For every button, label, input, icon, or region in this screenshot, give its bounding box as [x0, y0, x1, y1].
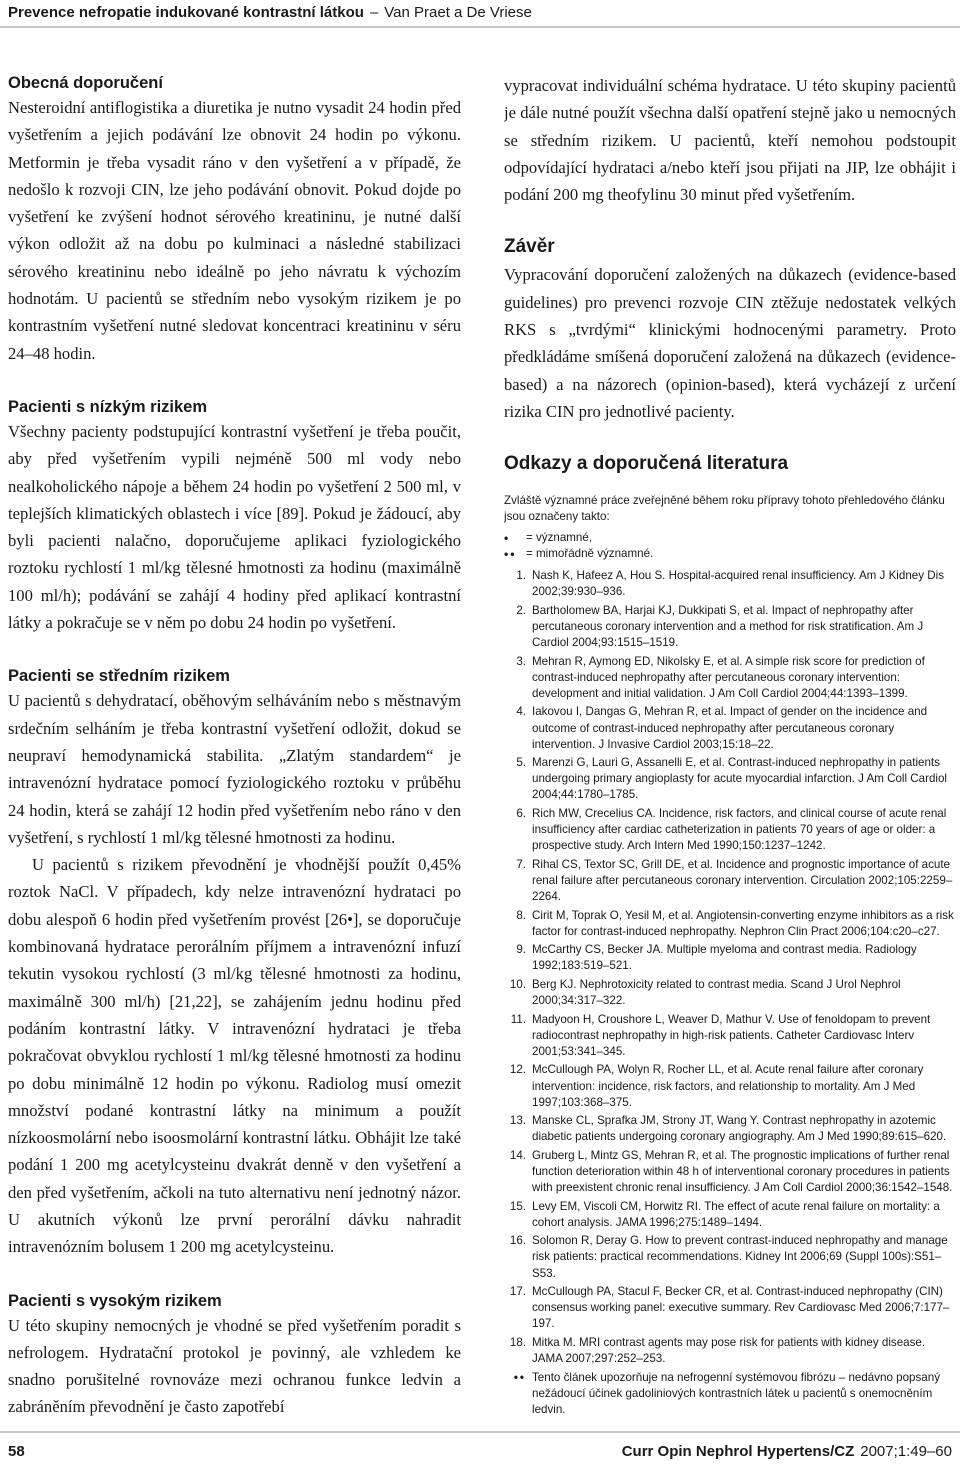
reference-text: Nash K, Hafeez A, Hou S. Hospital-acquired renal insufficiency. Am J Kidney Dis 2002;39:930–936.: [532, 569, 944, 599]
medium-risk-paragraph-2: U pacientů s rizikem převodnění je vhodnější použít 0,45% roztok NaCl. V případech, kdy nelze intravenózní hydrataci po dobu alespoň 6 hodin před vyšetřením provést [26•], se doporučuje kombinovaná hydratace perorálním příjmem a intravenózní infuzí tekutin vysokou rychlostí (3 ml/kg tělesné hmotnosti za hodinu, maximálně 300 ml/h) [21,22], se zahájením jednu hodinu před podáním kontrastní látky. V intravenózní hydrataci je třeba pokračovat obvyklou rychlostí 1 ml/kg tělesné hmotnosti za hodinu po dobu minimálně 12 hodin po výkonu. Radiolog musí omezit množství podané kontrastní látky na minimum a použít nízkoosmolární nebo isoosmolární kontrastní látku. Obhájit lze také podání 1 200 mg acetylcysteinu dvakrát denně v den vyšetření a den před vyšetřením, ačkoli na tuto alternativu není jednotný názor. U akutních výkonů lze první perorální dávku nahradit intravenózním bolusem 1 200 mg acetylcysteinu.: [8, 855, 461, 1257]
reference-number: 10.: [509, 977, 526, 991]
reference-text: Madyoon H, Croushore L, Weaver D, Mathur V. Use of fenoldopam to prevent radiocontrast nephropathy in high-risk patients. Catheter Cardiovasc Interv 2001;53:341–345.: [532, 1012, 931, 1058]
reference-annotation: [504, 1370, 956, 1418]
low-risk-paragraph: Všechny pacienty podstupující kontrastní vyšetření je třeba poučit, aby před vyšetřením vypili nejméně 500 ml vody nebo nealkoholického nápoje a během 24 hodin po vyšetření 2 500 ml, v teplejších klimatických oblastech i více [89]. Pokud je žádoucí, aby byli pacienti nalačno, doporučujeme aplikaci fyziologického roztoku rychlostí 1 ml/kg tělesné hmotnosti za hodinu (maximálně 100 ml/h); podávání se zahájí 4 hodiny před aplikací kontrastní látky a pokračuje se v něm po dobu 24 hodin po vyšetření.: [8, 421, 461, 633]
reference-text: McCullough PA, Stacul F, Becker CR, et al. Contrast-induced nephropathy (CIN) consensus working panel: executive summary. Rev Cardiovasc Med 2006;7:177–197.: [532, 1285, 950, 1331]
reference-item: [504, 603, 956, 651]
reference-number: 7.: [516, 857, 526, 871]
running-head: [8, 2, 952, 24]
low-risk-heading: Pacienti s nízkým rizikem: [8, 397, 208, 416]
journal-volume: 2007;1:49–60: [860, 1443, 952, 1460]
references-legend: [504, 529, 956, 562]
legend-label: = významné,: [526, 530, 593, 544]
high-risk-paragraph: U této skupiny nemocných je vhodné se před vyšetřením poradit s nefrologem. Hydratační protokol je povinný, ale vzhledem ke snadno porušitelné rovnováze mezi ochranou funkce ledvin a zabráněním převodnění je často zapotřebí: [8, 1315, 461, 1417]
reference-text: Rich MW, Crecelius CA. Incidence, risk factors, and clinical course of acute renal insufficiency after cardiac catheterization in patients 70 years of age or older: a prospective study. Arch Intern Med 1990;150:1237–1242.: [532, 807, 947, 853]
reference-number: 16.: [509, 1234, 526, 1248]
continuation-paragraph: vypracovat individuální schéma hydratace. U této skupiny pacientů je dále nutné použít všechna další opatření stejně jako u nemocných se středním rizikem. U pacientů, kteří nemohou podstoupit odpovídající hydrataci a/nebo kteří jsou přijati na JIP, lze obhájit i podání 200 mg theofylinu 30 minut před vyšetřením.: [504, 76, 956, 205]
reference-item: [504, 1284, 956, 1332]
reference-text: Levy EM, Viscoli CM, Horwitz RI. The effect of acute renal failure on mortality: a cohort analysis. JAMA 1996;275:1489–1494.: [532, 1199, 940, 1229]
reference-number: 6.: [516, 807, 526, 821]
reference-number: 12.: [509, 1063, 526, 1077]
high-risk-heading: Pacienti s vysokým rizikem: [8, 1291, 222, 1310]
header-rule: [0, 26, 960, 28]
reference-item: [504, 806, 956, 854]
reference-item: [504, 908, 956, 940]
general-body: [8, 94, 461, 367]
reference-text: Berg KJ. Nephrotoxicity related to contrast media. Scand J Urol Nephrol 2000;34:317–322.: [532, 977, 901, 1008]
reference-number: 1.: [516, 569, 526, 583]
reference-number: 4.: [516, 705, 526, 719]
medium-risk-body: [8, 687, 461, 1260]
conclusion-paragraph: Vypracování doporučení založených na důkazech (evidence-based guidelines) pro prevenci rozvoje CIN ztěžuje nedostatek velkých RKS s „tvrdými“ klinickými hodnocenými parametry. Proto předkládáme smíšená doporučení založená na důkazech (evidence-based) a na názorech (opinion-based), která vycházejí z určení rizika CIN pro jednotlivé pacienty.: [504, 265, 956, 421]
running-head-separator: –: [369, 4, 379, 21]
continuation-body: [504, 72, 956, 208]
reference-text: Rihal CS, Textor SC, Grill DE, et al. Incidence and prognostic importance of acute renal failure after percutaneous coronary intervention. Circulation 2002;105:2259–2264.: [532, 857, 953, 904]
annotation-bullets: ••: [513, 1370, 526, 1384]
reference-item: [504, 755, 956, 803]
footer-rule: [0, 1431, 960, 1433]
reference-number: 3.: [516, 654, 526, 668]
reference-item: [504, 1335, 956, 1367]
reference-number: 14.: [509, 1148, 526, 1162]
reference-number: 17.: [509, 1285, 526, 1299]
high-risk-body: [8, 1312, 461, 1420]
reference-item: [504, 654, 956, 702]
legend-bullets: ••: [504, 546, 517, 561]
reference-item: [504, 1199, 956, 1231]
legend-bullets: •: [504, 530, 511, 545]
reference-number: 5.: [516, 756, 526, 770]
reference-item: [504, 977, 956, 1009]
left-column: [8, 72, 461, 1420]
reference-text: McCarthy CS, Becker JA. Multiple myeloma and contrast media. Radiology 1992;183:519–521.: [532, 943, 917, 973]
reference-number: 15.: [509, 1199, 526, 1213]
medium-risk-paragraph-1: U pacientů s dehydratací, oběhovým selháváním nebo s městnavým srdečním selháním je třeba kontrastní vyšetření odložit, dokud se neupraví hemodynamická stabilita. „Zlatým standardem“ je intravenózní hydratace pomocí fyziologického roztoku v průběhu 24 hodin, která se zahájí 12 hodin před vyšetřením nebo ráno v den vyšetření, s rychlostí 1 ml/kg tělesné hmotnosti za hodinu.: [8, 691, 461, 847]
running-head-title: Prevence nefropatie indukované kontrastní látkou: [8, 4, 364, 21]
conclusion-heading: Závěr: [504, 236, 555, 258]
reference-text: Solomon R, Deray G. How to prevent contrast-induced nephropathy and manage risk patients: practical recommendations. Kidney Int 2006;69 (Suppl 100s):S51–S53.: [532, 1234, 948, 1280]
reference-number: 13.: [509, 1114, 526, 1128]
page-number: 58: [8, 1443, 25, 1460]
running-head-authors: Van Praet a De Vriese: [384, 4, 532, 21]
journal-citation: [622, 1440, 952, 1464]
reference-text: Mehran R, Aymong ED, Nikolsky E, et al. A simple risk score for prediction of contrast-induced nephropathy after percutaneous coronary intervention: development and initial validation. J Am Coll Cardiol 2004;44:1393–1399.: [532, 654, 925, 700]
reference-item: [504, 568, 956, 600]
journal-name: Curr Opin Nephrol Hypertens/CZ: [621, 1443, 855, 1460]
conclusion-body: [504, 261, 956, 425]
right-column: [504, 72, 956, 1420]
annotation-text: Tento článek upozorňuje na nefrogenní systémovou fibrózu – nedávno popsaný nežádoucí účinek gadoliniových kontrastních látek u pacientů s onemocněním ledvin.: [532, 1370, 940, 1416]
reference-text: Marenzi G, Lauri G, Assanelli E, et al. Contrast-induced nephropathy in patients undergoing primary angioplasty for acute myocardial infarction. J Am Coll Cardiol 2004;44:1780–1785.: [532, 756, 947, 802]
legend-row: [504, 546, 956, 562]
reference-number: 9.: [516, 943, 526, 957]
low-risk-body: [8, 418, 461, 636]
reference-text: Cirit M, Toprak O, Yesil M, et al. Angiotensin-converting enzyme inhibitors as a risk factor for contrast-induced nephropathy. Nephron Clin Pract 2006;104:c20–c27.: [532, 908, 954, 938]
references-block: [504, 493, 956, 1420]
legend-label: = mimořádně významné.: [526, 546, 654, 560]
general-heading: Obecná doporučení: [8, 74, 163, 92]
reference-number: 8.: [516, 908, 526, 922]
general-paragraph: Nesteroidní antiflogistika a diuretika je nutno vysadit 24 hodin před vyšetřením a jejich podávání lze obnovit 24 hodin po výkonu. Metformin je třeba vysadit ráno v den vyšetření a v případě, že nedošlo k rozvoji CIN, lze jeho podávání obnovit. Pokud dojde po vyšetření ke zvýšení hodnot sérového kreatininu, je nutné další výkon odložit až na dobu po kulminaci a následné stabilizaci sérového kreatininu nebo ideálně po jeho návratu k výchozím hodnotám. U pacientů se středním nebo vysokým rizikem je po kontrastním vyšetření nutné sledovat koncentraci kreatininu v séru 24–48 hodin.: [8, 98, 461, 363]
reference-number: 18.: [509, 1335, 526, 1349]
reference-item: [504, 704, 956, 752]
reference-text: Manske CL, Sprafka JM, Strony JT, Wang Y. Contrast nephropathy in azotemic diabetic patients undergoing coronary angiography. Am J Med 1990;89:615–620.: [532, 1114, 947, 1144]
reference-item: [504, 1233, 956, 1281]
reference-text: McCullough PA, Wolyn R, Rocher LL, et al. Acute renal failure after coronary intervention: incidence, risk factors, and relationship to mortality. Am J Med 1997;103:368–375.: [532, 1063, 924, 1109]
reference-text: Gruberg L, Mintz GS, Mehran R, et al. The prognostic implications of further renal function deterioration within 48 h of interventional coronary procedures in patients with preexistent chronic renal insufficiency. J Am Coll Cardiol 2000;36:1542–1548.: [532, 1148, 953, 1195]
references-list: [504, 568, 956, 1420]
reference-text: Iakovou I, Dangas G, Mehran R, et al. Impact of gender on the incidence and outcome of contrast-induced nephropathy after percutaneous coronary intervention. J Invasive Cardiol 2003;15:18–22.: [532, 705, 928, 751]
reference-item: [504, 1148, 956, 1196]
reference-item: [504, 1062, 956, 1110]
references-intro: Zvláště významné práce zveřejněné během roku přípravy tohoto přehledového článku jsou označeny takto:: [504, 494, 945, 524]
legend-row: [504, 529, 956, 545]
reference-text: Mitka M. MRI contrast agents may pose risk for patients with kidney disease. JAMA 2007;297:252–253.: [532, 1335, 926, 1366]
reference-number: 2.: [516, 603, 526, 617]
reference-item: [504, 857, 956, 905]
reference-item: [504, 1113, 956, 1145]
reference-text: Bartholomew BA, Harjai KJ, Dukkipati S, et al. Impact of nephropathy after percutaneous coronary intervention and a method for risk stratification. Am J Cardiol 2004;93:1515–1519.: [532, 603, 924, 650]
reference-item: [504, 1012, 956, 1060]
reference-item: [504, 942, 956, 974]
reference-number: 11.: [510, 1012, 526, 1026]
medium-risk-heading: Pacienti se středním rizikem: [8, 667, 230, 686]
references-heading: Odkazy a doporučená literatura: [504, 453, 789, 475]
